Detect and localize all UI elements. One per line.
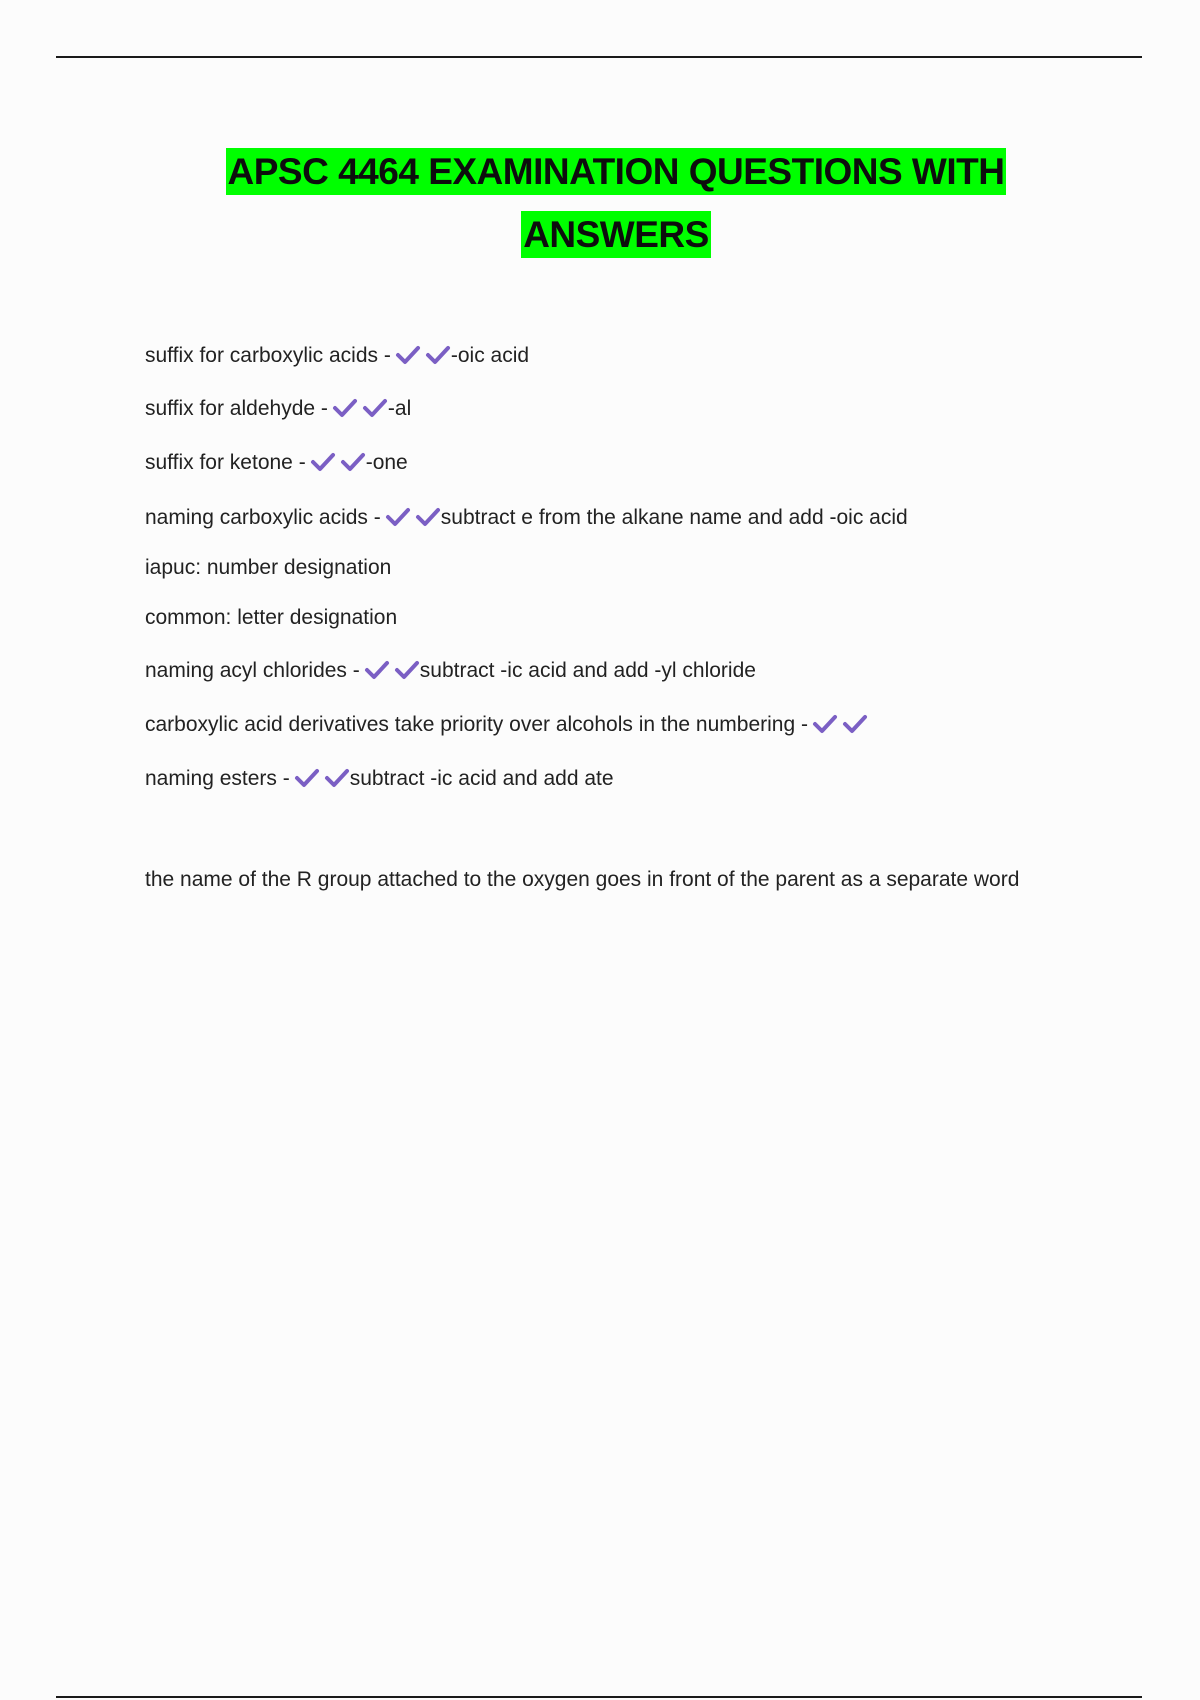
checkmark-icon: [340, 452, 366, 472]
checkmark-icon: [294, 768, 320, 788]
title-line-1: APSC 4464 EXAMINATION QUESTIONS WITH: [226, 148, 1007, 195]
answer-text: subtract e from the alkane name and add -oic acid: [440, 506, 908, 529]
question-text: naming carboxylic acids -: [145, 506, 381, 529]
note-text: the name of the R group attached to the oxygen goes in front of the parent as a separate word: [145, 868, 1020, 891]
qa-item: [145, 449, 408, 477]
qa-item: [145, 504, 908, 532]
answer-text: subtract -ic acid and add -yl chloride: [419, 659, 756, 682]
answer-text: -al: [387, 397, 412, 420]
checkmark-icon: [842, 714, 868, 734]
note-text: common: letter designation: [145, 606, 398, 629]
qa-item: [145, 711, 868, 739]
question-text: suffix for aldehyde -: [145, 397, 328, 420]
checkmark-icon: [395, 345, 421, 365]
header-rule: [56, 56, 1142, 58]
document-title: [0, 140, 1200, 266]
answer-text: subtract -ic acid and add ate: [349, 767, 614, 790]
title-line-2: ANSWERS: [521, 211, 711, 258]
note-line: [145, 604, 397, 632]
qa-item: [145, 765, 614, 793]
checkmark-icon: [394, 660, 420, 680]
answer-text: -one: [365, 451, 408, 474]
checkmark-icon: [415, 507, 441, 527]
footer-rule: [56, 1696, 1142, 1698]
question-text: suffix for carboxylic acids -: [145, 344, 391, 367]
note-line: [145, 554, 391, 582]
qa-item: [145, 395, 411, 423]
note-text: iapuc: number designation: [145, 556, 392, 579]
checkmark-icon: [324, 768, 350, 788]
question-text: naming acyl chlorides -: [145, 659, 360, 682]
checkmark-icon: [385, 507, 411, 527]
checkmark-icon: [362, 398, 388, 418]
question-text: naming esters -: [145, 767, 290, 790]
checkmark-icon: [332, 398, 358, 418]
note-line: [145, 866, 1019, 894]
question-text: carboxylic acid derivatives take priority over alcohols in the numbering -: [145, 713, 808, 736]
qa-item: [145, 342, 529, 370]
checkmark-icon: [364, 660, 390, 680]
qa-item: [145, 657, 756, 685]
checkmark-icon: [425, 345, 451, 365]
checkmark-icon: [812, 714, 838, 734]
answer-text: -oic acid: [450, 344, 530, 367]
checkmark-icon: [310, 452, 336, 472]
question-text: suffix for ketone -: [145, 451, 306, 474]
